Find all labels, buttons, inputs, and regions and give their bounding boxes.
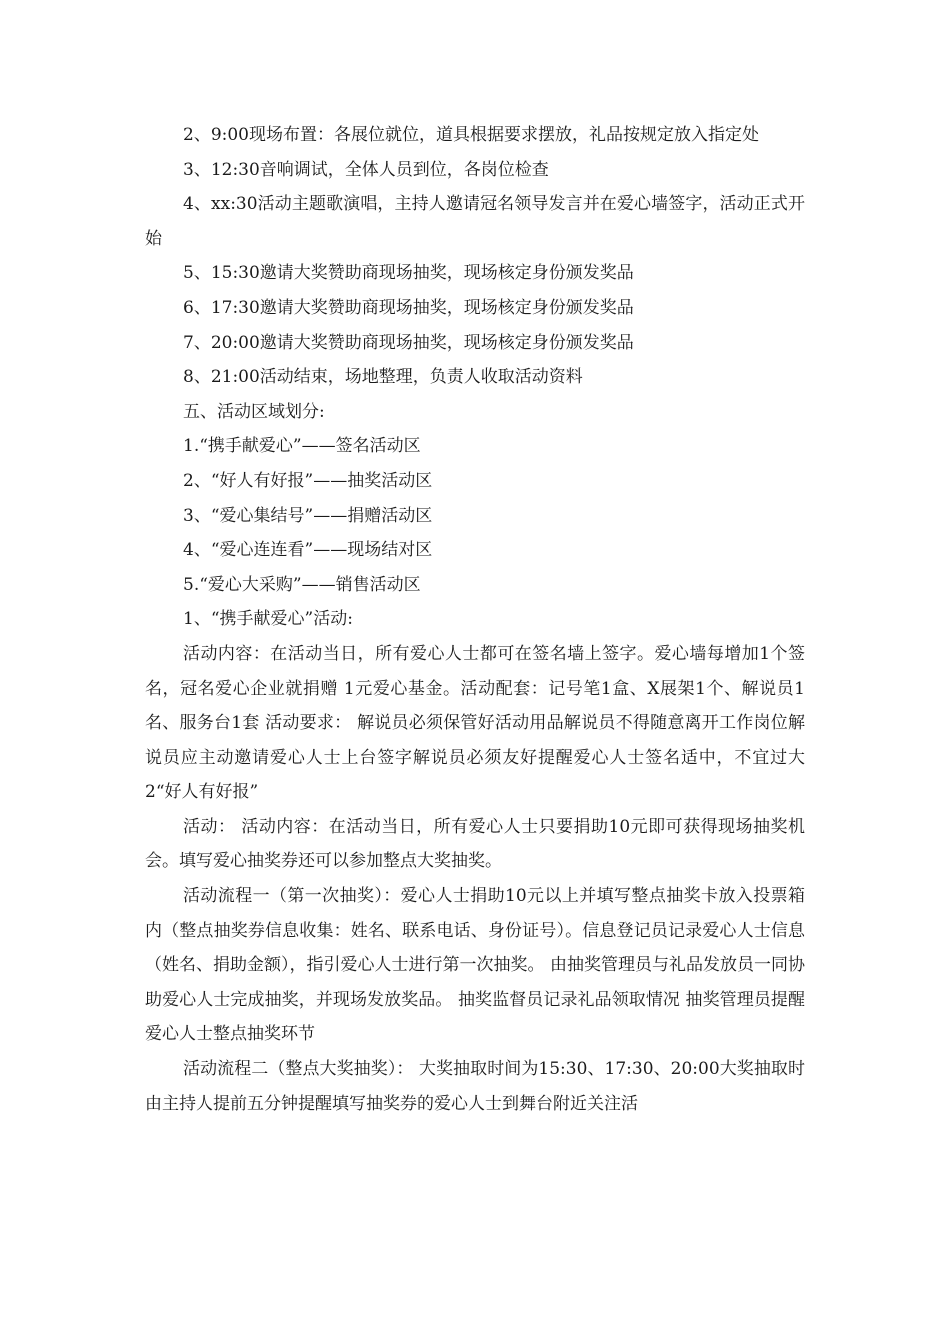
paragraph-lottery-activity: 活动： 活动内容：在活动当日，所有爱心人士只要捐助10元即可获得现场抽奖机会。填写爱心抽奖券还可以参加整点大奖抽奖。 (145, 816, 805, 872)
section-heading-areas: 五、活动区域划分: (183, 401, 325, 422)
paragraph-schedule-6: 6、17:30邀请大奖赞助商现场抽奖，现场核定身份颁发奖品 (183, 297, 634, 318)
paragraph-process-two: 活动流程二（整点大奖抽奖）： 大奖抽取时间为15:30、17:30、20:00大奖抽取时由主持人提前五分钟提醒填写抽奖券的爱心人士到舞台附近关注活 (145, 1059, 805, 1114)
area-item-5: 5.“爱心大采购”——销售活动区 (183, 574, 421, 595)
activity-heading-1: 1、“携手献爱心”活动: (183, 609, 353, 630)
paragraph-schedule-8: 8、21:00活动结束，场地整理，负责人收取活动资料 (183, 367, 583, 388)
paragraph-schedule-3: 3、12:30音响调试，全体人员到位，各岗位检查 (183, 159, 549, 180)
document-body (145, 118, 805, 1121)
area-item-2: 2、“好人有好报”——抽奖活动区 (183, 470, 433, 491)
paragraph-schedule-7: 7、20:00邀请大奖赞助商现场抽奖，现场核定身份颁发奖品 (183, 332, 634, 353)
area-item-4: 4、“爱心连连看”——现场结对区 (183, 540, 433, 561)
area-item-3: 3、“爱心集结号”——捐赠活动区 (183, 505, 433, 526)
paragraph-schedule-4: 4、xx:30活动主题歌演唱，主持人邀请冠名领导发言并在爱心墙签字，活动正式开始 (145, 194, 805, 249)
paragraph-schedule-2: 2、9:00现场布置：各展位就位，道具根据要求摆放，礼品按规定放入指定处 (183, 125, 759, 145)
paragraph-activity-content: 活动内容：在活动当日，所有爱心人士都可在签名墙上签字。爱心墙每增加1个签名，冠名爱心企业就捐赠 1元爱心基金。活动配套：记号笔1盒、X展架1个、解说员1名、服务台1套 活动要求： 解说员必须保管好活动用品解说员不得随意离开工作岗位解说员应主动邀请爱心人士上台签字解说员必须友好提醒爱心人士签名适中，不宜过大 2“好人有好报” (145, 643, 805, 803)
paragraph-process-one: 活动流程一（第一次抽奖）：爱心人士捐助10元以上并填写整点抽奖卡放入投票箱内（整点抽奖券信息收集：姓名、联系电话、身份证号）。信息登记员记录爱心人士信息（姓名、捐助金额），指引爱心人士进行第一次抽奖。 由抽奖管理员与礼品发放员一同协助爱心人士完成抽奖，并现场发放奖品。 抽奖监督员记录礼品领取情况 抽奖管理员提醒爱心人士整点抽奖环节 (145, 886, 805, 1045)
area-item-1: 1.“携手献爱心”——签名活动区 (183, 436, 421, 457)
paragraph-schedule-5: 5、15:30邀请大奖赞助商现场抽奖，现场核定身份颁发奖品 (183, 263, 634, 284)
